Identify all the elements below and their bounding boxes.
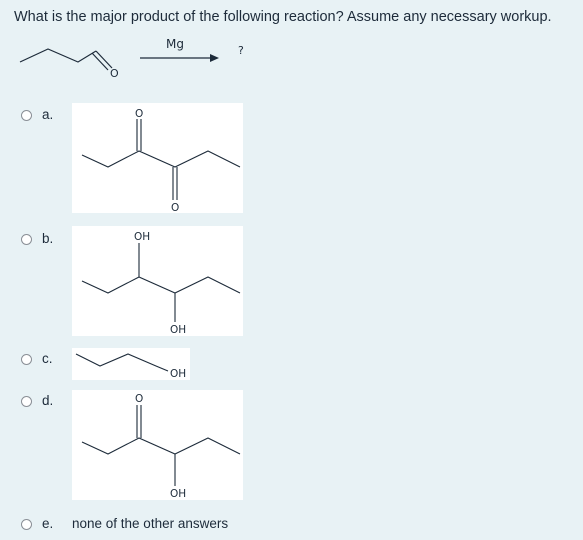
radio-e[interactable] [21, 519, 32, 530]
option-b-label-top: OH [134, 231, 151, 243]
radio-c[interactable] [21, 354, 32, 365]
option-d-structure [72, 390, 243, 500]
option-b-label-bottom: OH [170, 324, 187, 336]
option-a-label-bottom: O [171, 202, 180, 213]
option-a-letter: a. [42, 107, 54, 122]
option-a-label-top: O [135, 108, 144, 120]
arrow-head [210, 54, 219, 62]
option-b-structure [72, 226, 243, 336]
option-d-letter: d. [42, 393, 54, 408]
option-e-text: none of the other answers [72, 516, 229, 531]
radio-d[interactable] [21, 396, 32, 407]
option-a-svg [72, 103, 243, 213]
reactant-chain [20, 49, 96, 62]
option-d-label-bottom: OH [170, 488, 187, 500]
option-a-structure [72, 103, 243, 213]
radio-a[interactable] [21, 110, 32, 121]
option-c-letter: c. [42, 351, 53, 366]
option-b-letter: b. [42, 231, 54, 246]
option-b-svg [72, 226, 243, 336]
reactant-oxygen-label: O [110, 67, 119, 80]
option-e-letter: e. [42, 516, 54, 531]
question-text: What is the major product of the following reaction? Assume any necessary workup. [14, 9, 552, 25]
reagent-label: Mg [166, 37, 184, 51]
reaction-scheme [0, 30, 583, 90]
option-d-svg [72, 390, 243, 500]
option-c-label: OH [170, 368, 187, 380]
product-placeholder: ? [238, 44, 244, 57]
option-c-structure [72, 348, 190, 380]
option-c-svg [72, 348, 190, 380]
radio-b[interactable] [21, 234, 32, 245]
option-d-label-top: O [135, 393, 144, 405]
